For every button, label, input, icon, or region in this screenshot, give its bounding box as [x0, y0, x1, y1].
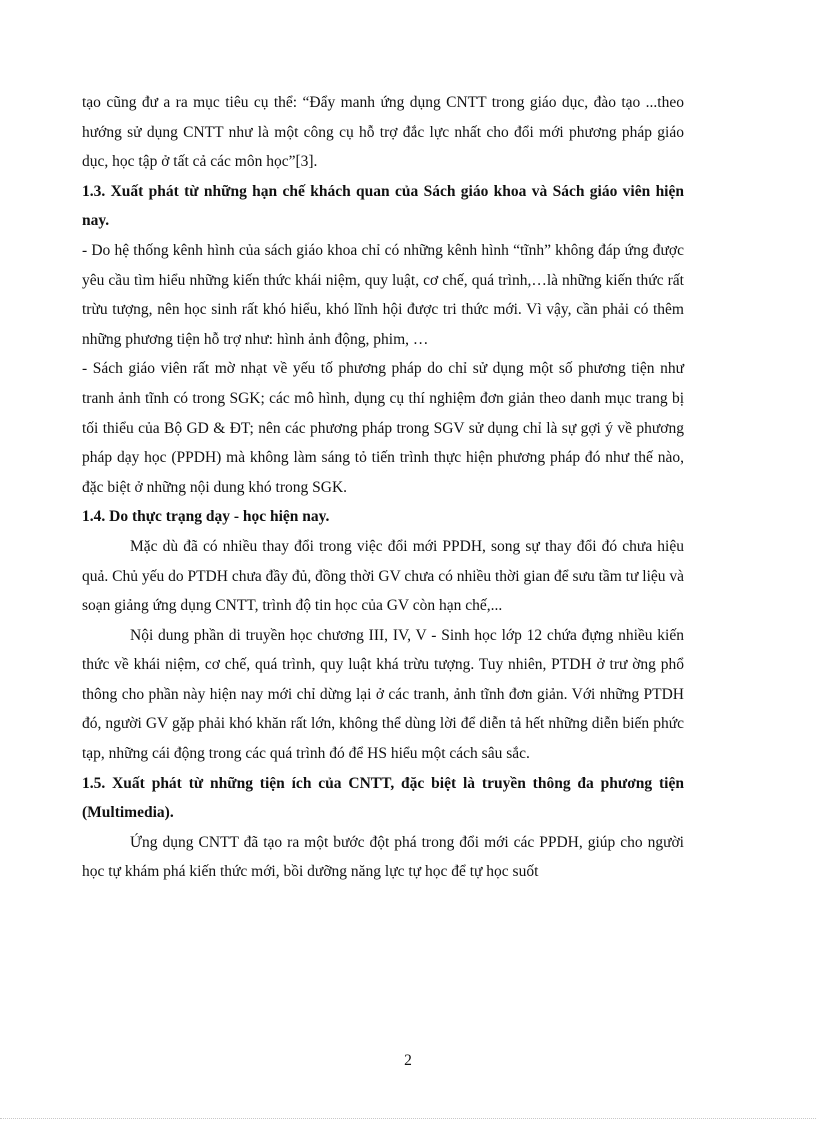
heading-1-5: 1.5. Xuất phát từ những tiện ích của CNTT, đặc biệt là truyền thông đa phương tiện (Multimedia). [82, 774, 684, 822]
heading-1-4: 1.4. Do thực trạng dạy - học hiện nay. [82, 508, 330, 526]
paragraph-intro: tạo cũng đư a ra mục tiêu cụ thể: “Đẩy manh ứng dụng CNTT trong giáo dục, đào tạo ...theo hướng sử dụng CNTT như là một công cụ hỗ trợ đắc lực nhất cho đổi mới phương pháp giáo dục, học tập ở tất cả các môn học”[3]. [82, 94, 684, 171]
paragraph-genetics: Nội dung phần di truyền học chương III, IV, V - Sinh học lớp 12 chứa đựng nhiều kiến thức về khái niệm, cơ chế, quá trình, quy luật khá trừu tượng. Tuy nhiên, PTDH ở trư ờng phổ thông cho phần này hiện nay mới chỉ dừng lại ở các tranh, ảnh tĩnh đơn giản. Với những PTDH đó, người GV gặp phải khó khăn rất lớn, không thể dùng lời để diễn tả hết những diễn biến phức tạp, những cái động trong các quá trình đó để HS hiểu một cách sâu sắc. [82, 626, 684, 763]
paragraph-reality: Mặc dù đã có nhiều thay đổi trong việc đổi mới PPDH, song sự thay đổi đó chưa hiệu quả. Chủ yếu do PTDH chưa đầy đủ, đồng thời GV chưa có nhiều thời gian để sưu tầm tư liệu và soạn giảng ứng dụng CNTT, trình độ tin học của GV còn hạn chế,... [82, 537, 685, 615]
paragraph-teacher-book: - Sách giáo viên rất mờ nhạt về yếu tố phương pháp do chỉ sử dụng một số phương tiện như tranh ảnh tĩnh có trong SGK; các mô hình, dụng cụ thí nghiệm đơn giản theo danh mục trang bị tối thiểu của Bộ GD & ĐT; nên các phương pháp trong SGV sử dụng chỉ là sự gợi ý về phương pháp dạy học (PPDH) mà không làm sáng tỏ tiến trình thực hiện phương pháp đó như thế nào, đặc biệt ở những nội dung khó trong SGK. [82, 360, 684, 496]
document-body [82, 88, 684, 887]
page-bottom-divider [0, 1118, 816, 1119]
heading-1-3: 1.3. Xuất phát từ những hạn chế khách quan của Sách giáo khoa và Sách giáo viên hiện nay. [82, 182, 684, 230]
paragraph-multimedia: Ứng dụng CNTT đã tạo ra một bước đột phá trong đổi mới các PPDH, giúp cho người học tự khám phá kiến thức mới, bồi dưỡng năng lực tự học để tự học suốt [82, 833, 684, 881]
page-number: 2 [404, 1052, 412, 1069]
paragraph-textbook: - Do hệ thống kênh hình của sách giáo khoa chỉ có những kênh hình “tĩnh” không đáp ứng được yêu cầu tìm hiểu những kiến thức khái niệm, quy luật, cơ chế, quá trình,…là những kiến thức rất trừu tượng, nên học sinh rất khó hiểu, khó lĩnh hội được tri thức mới. Vì vậy, cần phải có thêm những phương tiện hỗ trợ như: hình ảnh động, phim, … [82, 241, 684, 348]
